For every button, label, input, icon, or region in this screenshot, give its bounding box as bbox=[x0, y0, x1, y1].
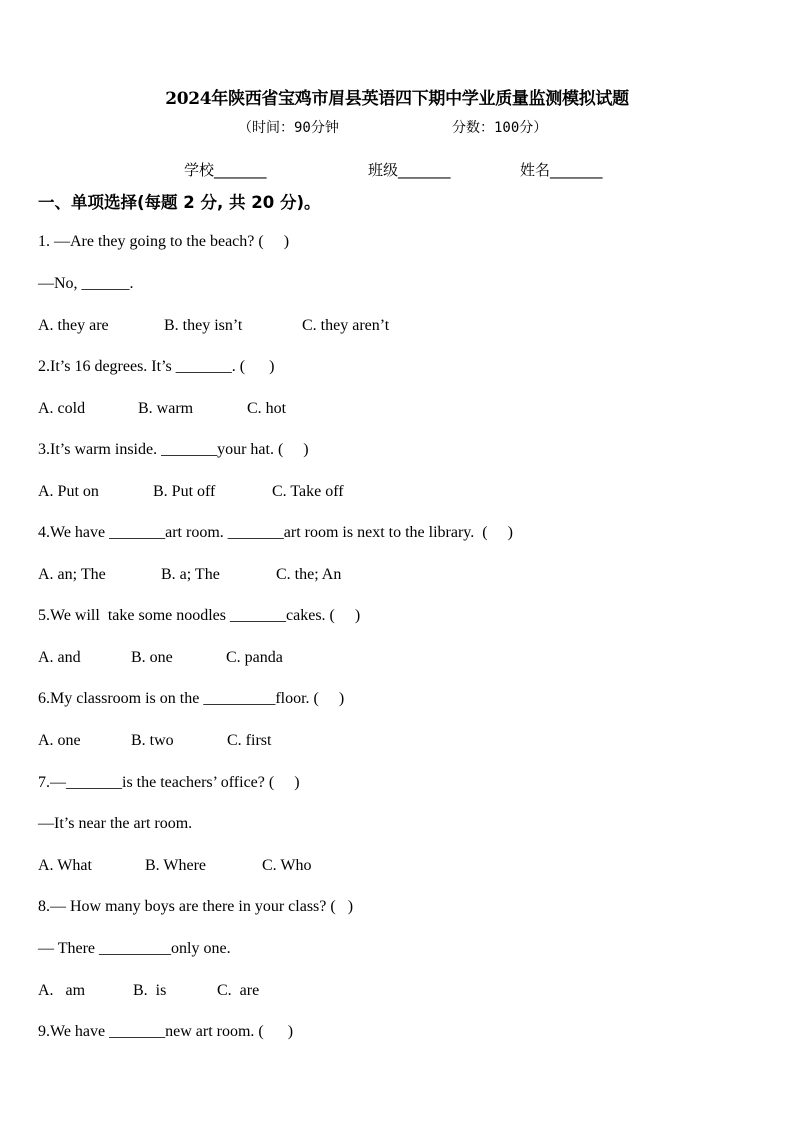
exam-score: 分数：100分） bbox=[452, 120, 548, 136]
exam-time: （时间：90分钟 bbox=[238, 120, 339, 136]
question-stem: 9.We have _______new art room. ( ) bbox=[38, 1023, 294, 1040]
option-a: A. am bbox=[38, 982, 86, 999]
question-stem-continued: — There _________only one. bbox=[38, 940, 231, 957]
option-b: B. warm bbox=[138, 400, 194, 417]
question-stem: 3.It’s warm inside. _______your hat. ( ) bbox=[38, 441, 309, 458]
class-field: 班级_______ bbox=[368, 161, 451, 179]
question-stem-continued: —No, ______. bbox=[38, 275, 134, 292]
section-heading: 一、单项选择(每题 2 分, 共 20 分)。 bbox=[38, 193, 321, 212]
option-b: B. one bbox=[131, 649, 173, 666]
page-title: 2024年陕西省宝鸡市眉县英语四下期中学业质量监测模拟试题 bbox=[165, 89, 629, 109]
option-a: A. one bbox=[38, 732, 81, 749]
option-c: C. first bbox=[227, 732, 272, 749]
option-a: A. and bbox=[38, 649, 81, 666]
school-field: 学校_______ bbox=[184, 161, 267, 179]
question-stem: 4.We have _______art room. _______art room is next to the library. ( ) bbox=[38, 524, 513, 541]
option-b: B. is bbox=[133, 982, 167, 999]
option-c: C. are bbox=[217, 982, 260, 999]
option-c: C. Take off bbox=[272, 483, 344, 500]
option-a: A. an; The bbox=[38, 566, 106, 583]
option-b: B. Where bbox=[145, 857, 207, 874]
option-c: C. panda bbox=[226, 649, 283, 666]
option-c: C. Who bbox=[262, 857, 312, 874]
option-b: B. Put off bbox=[153, 483, 216, 500]
option-a: A. What bbox=[38, 857, 92, 874]
option-c: C. hot bbox=[247, 400, 287, 417]
option-a: A. they are bbox=[38, 317, 109, 334]
question-stem: 6.My classroom is on the _________floor. ( ) bbox=[38, 690, 345, 707]
name-field: 姓名_______ bbox=[520, 161, 603, 179]
option-c: C. the; An bbox=[276, 566, 342, 583]
question-stem: 1. —Are they going to the beach? ( ) bbox=[38, 233, 290, 250]
question-stem: 7.—_______is the teachers’ office? ( ) bbox=[38, 774, 300, 791]
question-stem-continued: —It’s near the art room. bbox=[38, 815, 193, 832]
option-b: B. they isn’t bbox=[164, 317, 243, 334]
option-a: A. Put on bbox=[38, 483, 99, 500]
option-b: B. a; The bbox=[161, 566, 220, 583]
option-c: C. they aren’t bbox=[302, 317, 390, 334]
question-stem: 5.We will take some noodles _______cakes. ( ) bbox=[38, 607, 361, 624]
question-stem: 2.It’s 16 degrees. It’s _______. ( ) bbox=[38, 358, 275, 375]
option-b: B. two bbox=[131, 732, 174, 749]
option-a: A. cold bbox=[38, 400, 86, 417]
question-stem: 8.— How many boys are there in your class? ( ) bbox=[38, 898, 354, 915]
